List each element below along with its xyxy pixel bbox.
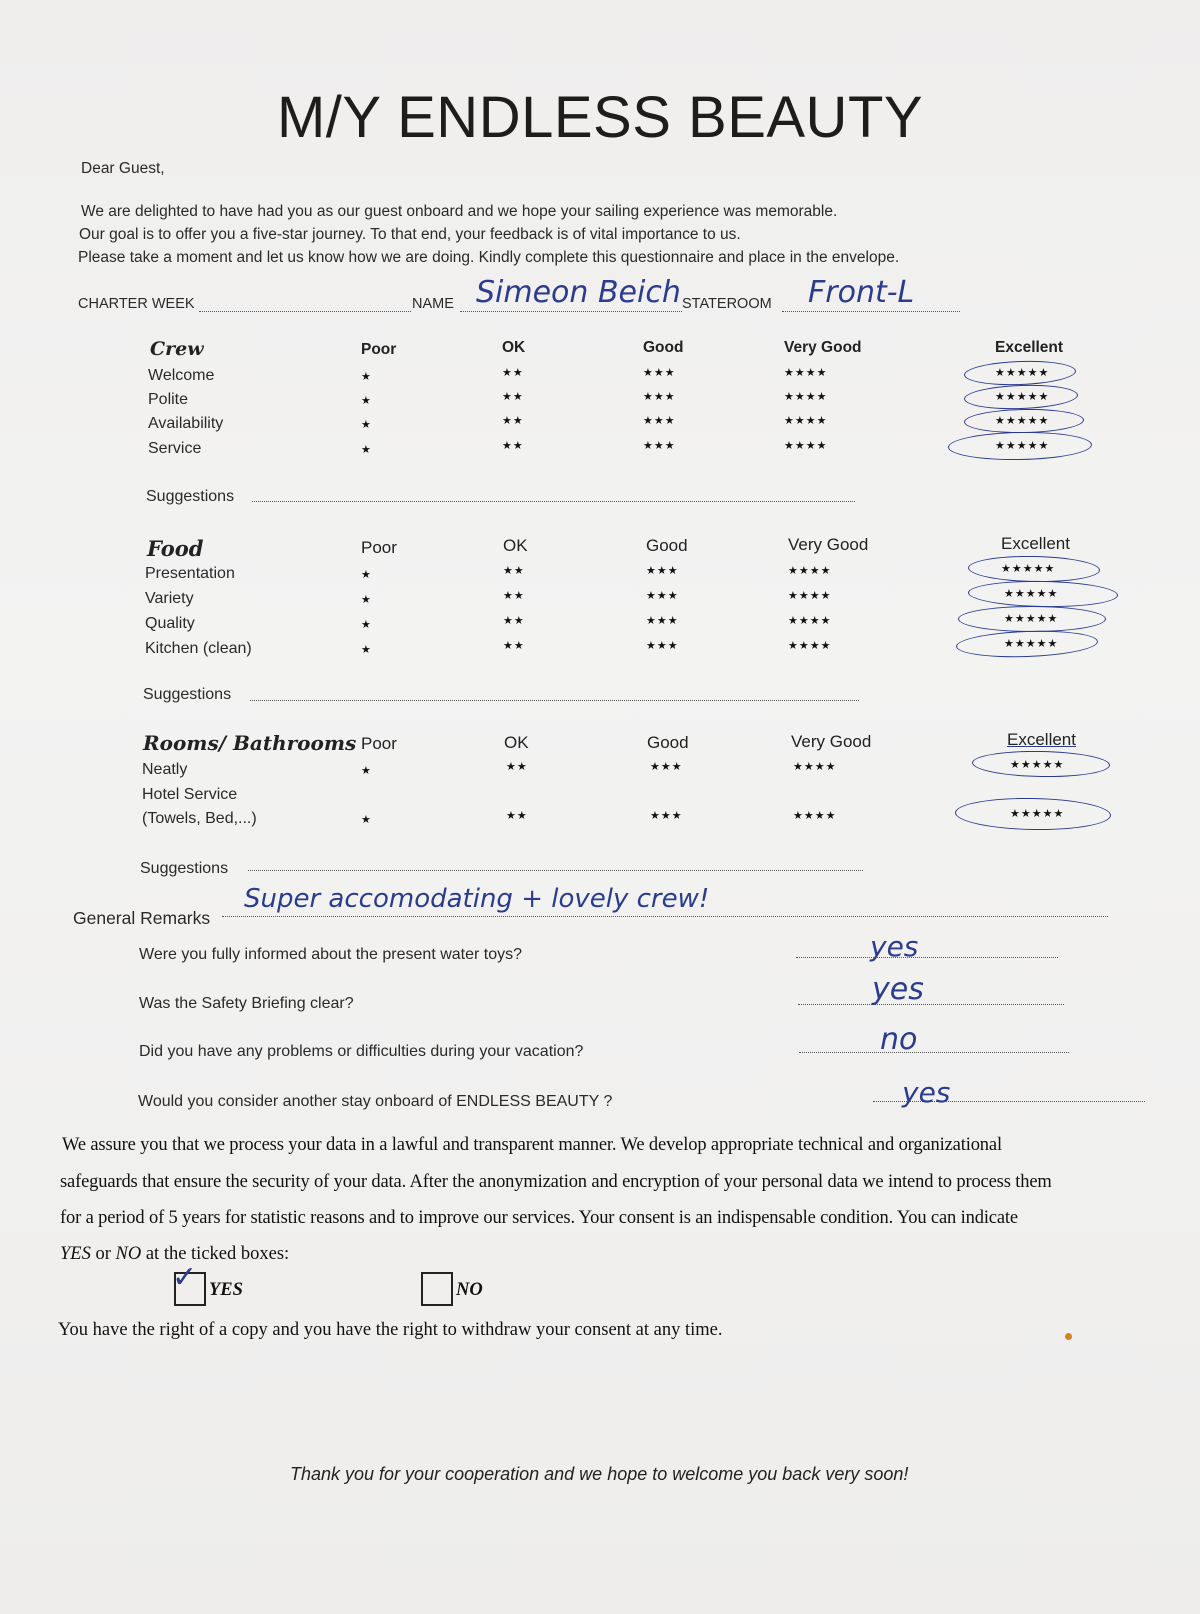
rooms-item-hotel-service: Hotel Service — [142, 786, 238, 803]
privacy-line-3: for a period of 5 years for statistic reasons and to improve our services. Your consent is an indispensable condition. You can indicate — [60, 1208, 1018, 1228]
food-kitchen-very-good-stars[interactable]: ★★★★ — [788, 640, 832, 652]
rooms-hotel-excellent-stars[interactable]: ★★★★★ — [1010, 808, 1065, 820]
answer-safety-briefing: yes — [872, 972, 924, 1007]
crew-service-very-good-stars[interactable]: ★★★★ — [784, 440, 828, 452]
food-variety-good-stars[interactable]: ★★★ — [646, 590, 679, 602]
name-field[interactable] — [460, 311, 682, 312]
privacy-line-2: safeguards that ensure the security of your data. After the anonymization and encryption of your personal data we intend to process them — [60, 1172, 1052, 1192]
crew-welcome-poor-stars[interactable]: ★ — [361, 371, 372, 383]
food-presentation-ok-stars[interactable]: ★★ — [503, 565, 525, 577]
food-item-quality: Quality — [145, 615, 195, 632]
charter-week-label: CHARTER WEEK — [78, 296, 195, 312]
crew-service-good-stars[interactable]: ★★★ — [643, 440, 676, 452]
consent-no-label: NO — [456, 1280, 483, 1300]
crew-availability-selection-circle — [964, 408, 1084, 434]
rooms-hotel-poor-stars[interactable]: ★ — [361, 814, 372, 826]
consent-yes-label: YES — [209, 1280, 243, 1300]
food-header-good: Good — [646, 536, 688, 555]
question-water-toys: Were you fully informed about the present water toys? — [139, 946, 523, 963]
food-kitchen-good-stars[interactable]: ★★★ — [646, 640, 679, 652]
answer-water-toys: yes — [870, 930, 919, 963]
question-another-stay: Would you consider another stay onboard of ENDLESS BEAUTY ? — [138, 1093, 613, 1110]
crew-header-ok: OK — [502, 339, 526, 356]
crew-welcome-good-stars[interactable]: ★★★ — [643, 367, 676, 379]
crew-polite-poor-stars[interactable]: ★ — [361, 395, 372, 407]
rooms-neatly-good-stars[interactable]: ★★★ — [650, 761, 683, 773]
rooms-header-poor: Poor — [361, 734, 397, 753]
section-title-crew: Crew — [150, 338, 204, 360]
answer-water-toys-field[interactable] — [796, 957, 1058, 958]
food-header-poor: Poor — [361, 538, 397, 557]
section-title-food: Food — [147, 536, 204, 561]
crew-item-welcome: Welcome — [148, 367, 215, 384]
crew-header-very-good: Very Good — [784, 339, 862, 356]
food-variety-poor-stars[interactable]: ★ — [361, 594, 372, 606]
privacy-no-word: NO — [115, 1244, 142, 1264]
question-problems: Did you have any problems or difficulties during your vacation? — [139, 1043, 584, 1060]
crew-availability-ok-stars[interactable]: ★★ — [502, 415, 524, 427]
food-quality-poor-stars[interactable]: ★ — [361, 619, 372, 631]
ink-spot — [1065, 1333, 1072, 1340]
food-suggestions-label: Suggestions — [143, 686, 232, 703]
rooms-neatly-ok-stars[interactable]: ★★ — [506, 761, 528, 773]
food-suggestions-field[interactable] — [250, 700, 859, 701]
crew-availability-good-stars[interactable]: ★★★ — [643, 415, 676, 427]
crew-welcome-very-good-stars[interactable]: ★★★★ — [784, 367, 828, 379]
food-variety-excellent-stars[interactable]: ★★★★★ — [1004, 588, 1059, 600]
food-quality-selection-circle — [958, 606, 1106, 632]
food-kitchen-poor-stars[interactable]: ★ — [361, 644, 372, 656]
crew-service-selection-circle — [948, 431, 1092, 462]
crew-suggestions-field[interactable] — [252, 501, 855, 502]
privacy-rest: at the ticked boxes: — [141, 1244, 290, 1264]
answer-problems: no — [880, 1022, 918, 1057]
rooms-header-ok: OK — [504, 733, 529, 752]
name-label: NAME — [412, 296, 454, 312]
food-variety-selection-circle — [968, 580, 1118, 609]
crew-item-availability: Availability — [148, 415, 224, 432]
crew-polite-very-good-stars[interactable]: ★★★★ — [784, 391, 828, 403]
crew-polite-selection-circle — [964, 383, 1079, 411]
answer-safety-briefing-field[interactable] — [798, 1004, 1064, 1005]
food-kitchen-selection-circle — [956, 629, 1099, 660]
crew-welcome-excellent-stars[interactable]: ★★★★★ — [995, 367, 1050, 379]
food-quality-very-good-stars[interactable]: ★★★★ — [788, 615, 832, 627]
privacy-line-1: We assure you that we process your data in a lawful and transparent manner. We develop appropriate technical and organizational — [62, 1135, 1002, 1155]
food-presentation-selection-circle — [968, 555, 1100, 583]
closing-message: Thank you for your cooperation and we hope to welcome you back very soon! — [290, 1464, 909, 1484]
intro-line-1: We are delighted to have had you as our guest onboard and we hope your sailing experience was memorable. — [81, 203, 838, 220]
crew-service-excellent-stars[interactable]: ★★★★★ — [995, 440, 1050, 452]
page-title: M/Y ENDLESS BEAUTY — [276, 85, 924, 150]
rooms-suggestions-field[interactable] — [248, 870, 863, 871]
general-remarks-value: Super accomodating + lovely crew! — [244, 884, 710, 914]
rooms-hotel-ok-stars[interactable]: ★★ — [506, 810, 528, 822]
question-safety-briefing: Was the Safety Briefing clear? — [139, 995, 354, 1012]
crew-header-excellent: Excellent — [995, 339, 1064, 356]
greeting: Dear Guest, — [81, 160, 165, 177]
consent-yes-check-mark: ✓ — [172, 1261, 198, 1294]
food-item-presentation: Presentation — [145, 565, 235, 582]
privacy-yes-word: YES — [60, 1244, 91, 1264]
section-title-rooms: Rooms/ Bathrooms — [143, 731, 357, 755]
food-variety-ok-stars[interactable]: ★★ — [503, 590, 525, 602]
food-presentation-poor-stars[interactable]: ★ — [361, 569, 372, 581]
crew-polite-good-stars[interactable]: ★★★ — [643, 391, 676, 403]
crew-service-poor-stars[interactable]: ★ — [361, 444, 372, 456]
stateroom-value: Front-L — [808, 275, 915, 310]
rooms-hotel-very-good-stars[interactable]: ★★★★ — [793, 810, 837, 822]
food-presentation-good-stars[interactable]: ★★★ — [646, 565, 679, 577]
food-kitchen-ok-stars[interactable]: ★★ — [503, 640, 525, 652]
answer-problems-field[interactable] — [799, 1052, 1069, 1053]
stateroom-field[interactable] — [782, 311, 960, 312]
crew-header-good: Good — [643, 339, 684, 356]
rooms-header-good: Good — [647, 733, 689, 752]
food-item-variety: Variety — [145, 590, 194, 607]
crew-polite-ok-stars[interactable]: ★★ — [502, 391, 524, 403]
consent-no-checkbox[interactable] — [421, 1272, 453, 1306]
intro-line-3: Please take a moment and let us know how we are doing. Kindly complete this questionnaire and place in the envelope. — [78, 249, 900, 266]
crew-availability-poor-stars[interactable]: ★ — [361, 419, 372, 431]
crew-welcome-selection-circle — [964, 359, 1077, 387]
privacy-or-word: or — [90, 1244, 116, 1264]
food-header-very-good: Very Good — [788, 535, 869, 554]
name-value: Simeon Beich — [476, 275, 681, 310]
crew-availability-excellent-stars[interactable]: ★★★★★ — [995, 415, 1050, 427]
food-header-excellent: Excellent — [1001, 534, 1070, 553]
rooms-neatly-selection-circle — [972, 750, 1110, 778]
crew-header-poor: Poor — [361, 341, 397, 358]
rights-statement: You have the right of a copy and you have the right to withdraw your consent at any time. — [58, 1320, 723, 1340]
food-quality-excellent-stars[interactable]: ★★★★★ — [1004, 613, 1059, 625]
food-item-kitchen: Kitchen (clean) — [145, 640, 252, 657]
crew-polite-excellent-stars[interactable]: ★★★★★ — [995, 391, 1050, 403]
crew-suggestions-label: Suggestions — [146, 488, 235, 505]
crew-service-ok-stars[interactable]: ★★ — [502, 440, 524, 452]
food-variety-very-good-stars[interactable]: ★★★★ — [788, 590, 832, 602]
rooms-neatly-very-good-stars[interactable]: ★★★★ — [793, 761, 837, 773]
rooms-hotel-good-stars[interactable]: ★★★ — [650, 810, 683, 822]
food-header-ok: OK — [503, 536, 528, 555]
stateroom-label: STATEROOM — [682, 296, 772, 312]
rooms-item-neatly: Neatly — [142, 761, 188, 778]
rooms-suggestions-label: Suggestions — [140, 860, 229, 877]
food-kitchen-excellent-stars[interactable]: ★★★★★ — [1004, 638, 1059, 650]
charter-week-field[interactable] — [199, 311, 411, 312]
rooms-neatly-excellent-stars[interactable]: ★★★★★ — [1010, 759, 1065, 771]
food-presentation-very-good-stars[interactable]: ★★★★ — [788, 565, 832, 577]
general-remarks-label: General Remarks — [73, 908, 211, 928]
crew-item-service: Service — [148, 440, 202, 457]
answer-another-stay: yes — [902, 1076, 951, 1109]
food-quality-good-stars[interactable]: ★★★ — [646, 615, 679, 627]
rooms-neatly-poor-stars[interactable]: ★ — [361, 765, 372, 777]
rooms-item-hotel-service-detail: (Towels, Bed,...) — [142, 810, 257, 827]
crew-availability-very-good-stars[interactable]: ★★★★ — [784, 415, 828, 427]
food-quality-ok-stars[interactable]: ★★ — [503, 615, 525, 627]
rooms-header-very-good: Very Good — [791, 732, 872, 751]
general-remarks-field[interactable] — [222, 916, 1108, 917]
crew-item-polite: Polite — [148, 391, 189, 408]
rooms-hotel-selection-circle — [955, 797, 1112, 832]
intro-line-2: Our goal is to offer you a five-star journey. To that end, your feedback is of vital importance to us. — [79, 226, 741, 243]
food-presentation-excellent-stars[interactable]: ★★★★★ — [1001, 563, 1056, 575]
crew-welcome-ok-stars[interactable]: ★★ — [502, 367, 524, 379]
rooms-header-excellent: Excellent — [1007, 730, 1076, 749]
